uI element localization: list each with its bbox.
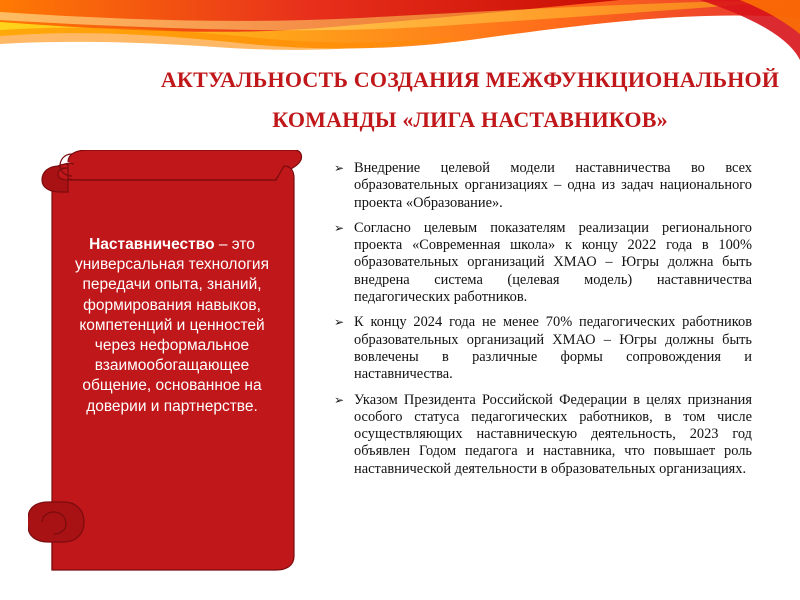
bullet-text: Согласно целевым показателям реализации регионального проекта «Современная школа» к концу 2022 года в 100% образовательных организаций ХМАО – Югры должна быть внедрена система (целевая модель) наставничества педагогических работников. (354, 219, 752, 306)
slide-title (150, 60, 790, 140)
bullet-text: Внедрение целевой модели наставничества во всех образовательных организациях – одна из задач национального проекта «Образование». (354, 160, 752, 211)
bullet-item (334, 314, 752, 383)
slide-title-line-2: КОМАНДЫ «ЛИГА НАСТАВНИКОВ» (272, 107, 668, 132)
arrowhead-icon: ➢ (334, 392, 345, 407)
bullet-item (334, 392, 752, 478)
bullet-text: Указом Президента Российской Федерации в целях признания особого статуса педагогических работников, в том числе осуществляющих наставническую деятельность, 2023 год объявлен Годом педагога и наставника, что повышает роль наставнической деятельности в образовательных организациях. (354, 391, 752, 477)
arrowhead-icon: ➢ (334, 315, 345, 330)
arrowhead-icon: ➢ (334, 161, 345, 175)
bullet-item (334, 160, 752, 212)
bullet-item (334, 220, 752, 306)
slide-title-line-1: АКТУАЛЬНОСТЬ СОЗДАНИЯ МЕЖФУНКЦИОНАЛЬНОЙ (160, 67, 780, 92)
bullet-text: К концу 2024 года не менее 70% педагогических работников образовательных организаций ХМАО – Югры должны быть вовлечены в различные формы сопровождения и наставничества. (354, 314, 752, 383)
bullet-list (334, 160, 752, 486)
definition-text (62, 235, 282, 417)
definition-body: – это универсальная технология передачи опыта, знаний, формирования навыков, компетенций и ценностей через неформальное взаимообогащающее общение, основанное на доверии и партнерстве. (75, 236, 269, 415)
arrowhead-icon: ➢ (334, 220, 345, 235)
definition-term: Наставничество (89, 236, 215, 253)
